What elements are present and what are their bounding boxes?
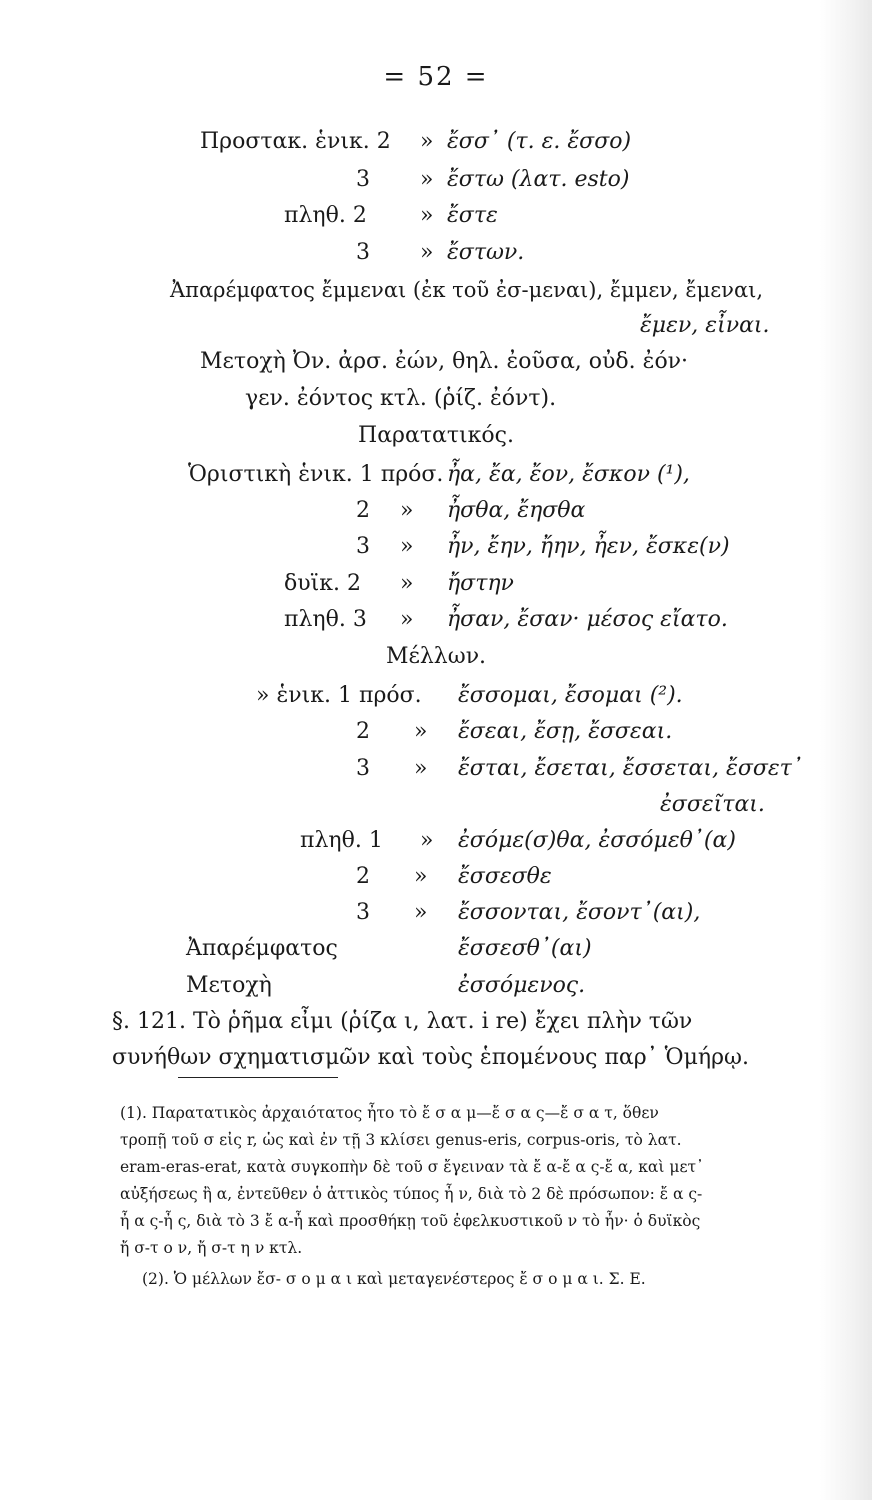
footnote-1-line-4: αὐξήσεως ἢ α, ἐντεῦθεν ὁ ἀττικὸς τύπος ἦ ν, διὰ τὸ 2 δὲ πρόσωπον: ἔ α ς- (120, 1185, 703, 1203)
imperfect-row-5-forms: ἦσαν, ἔσαν· μέσος εἴατο. (447, 607, 728, 632)
imperative-row-2-forms: ἔστω (λατ. esto) (447, 167, 630, 192)
imperative-row-3-mark: » (420, 203, 434, 228)
future-infinitive-forms: ἔσσεσθ᾽(αι) (458, 936, 592, 961)
footnote-rule (178, 1077, 338, 1078)
future-participle-forms: ἐσσόμενος. (458, 973, 586, 998)
footnote-1-line-2: τροπῇ τοῦ σ εἰς r, ὡς καὶ ἐν τῇ 3 κλίσει genus-eris, corpus-oris, τὸ λατ. (120, 1131, 682, 1149)
footnote-1-line-1: (1). Παρατατικὸς ἀρχαιότατος ἦτο τὸ ἔ σ α μ—ἔ σ α ς—ἔ σ α τ, ὅθεν (120, 1104, 659, 1122)
footnote-1-line-5: ἦ α ς-ἦ ς, διὰ τὸ 3 ἔ α-ἦ καὶ προσθήκῃ τοῦ ἐφελκυστικοῦ ν τὸ ἦν· ὁ δυϊκὸς (120, 1212, 701, 1230)
imperfect-row-3-label: 3 (356, 534, 370, 559)
imperative-row-1-label: Προστακ. ἑνικ. 2 (200, 129, 391, 154)
imperfect-row-4-mark: » (400, 571, 414, 596)
imperfect-row-5-label: πληθ. 3 (284, 607, 367, 632)
future-infinitive-label: Ἀπαρέμφατος (186, 936, 338, 961)
imperfect-row-1-forms: ἦα, ἔα, ἔον, ἔσκον (¹), (447, 462, 690, 487)
footnote-1-line-6: ἤ σ-τ ο ν, ἤ σ-τ η ν κτλ. (120, 1239, 303, 1257)
imperfect-row-2-forms: ἦσθα, ἔησθα (447, 498, 586, 523)
future-row-2-label: 2 (356, 719, 370, 744)
imperfect-row-1-label: Ὁριστικὴ ἑνικ. 1 πρόσ. (188, 462, 444, 487)
imperative-row-4-label: 3 (356, 240, 370, 265)
future-row-4-mark: » (420, 828, 434, 853)
future-row-5-label: 2 (356, 864, 370, 889)
infinitive-continuation: ἔμεν, εἶναι. (640, 313, 770, 338)
future-row-5-forms: ἔσσεσθε (458, 864, 552, 889)
future-row-3-label: 3 (356, 756, 370, 781)
future-row-6-label: 3 (356, 900, 370, 925)
page-number: = 52 = (383, 62, 489, 92)
future-row-4-forms: ἐσόμε(σ)θα, ἐσσόμεθ᾽(α) (458, 828, 736, 853)
imperfect-row-5-mark: » (400, 607, 414, 632)
imperfect-row-4-forms: ἤστην (447, 571, 514, 596)
imperative-row-2-mark: » (420, 167, 434, 192)
imperative-row-1-mark: » (420, 129, 434, 154)
future-row-3-forms: ἔσται, ἔσεται, ἔσσεται, ἔσσετ᾽ (458, 756, 803, 781)
future-row-2-forms: ἔσεαι, ἔσῃ, ἔσσεαι. (458, 719, 673, 744)
paragraph-121-line-2: συνήθων σχηματισμῶν καὶ τοὺς ἑπομένους παρ᾽ Ὁμήρῳ. (112, 1045, 749, 1070)
future-row-3-mark: » (414, 756, 428, 781)
imperative-row-3-forms: ἔστε (447, 203, 498, 228)
future-row-5-mark: » (414, 864, 428, 889)
imperfect-row-3-forms: ἦν, ἔην, ἤην, ἦεν, ἔσκε(ν) (447, 534, 730, 559)
footnote-1-line-3: eram-eras-erat, κατὰ συγκοπὴν δὲ τοῦ σ ἔγειναν τὰ ἔ α-ἔ α ς-ἔ α, καὶ μετ᾽ (120, 1158, 704, 1176)
future-heading: Μέλλων. (385, 644, 487, 669)
imperfect-heading: Παρατατικός. (358, 423, 514, 448)
imperative-row-4-forms: ἔστων. (447, 240, 525, 265)
imperative-row-2-label: 3 (356, 167, 370, 192)
future-row-1-forms: ἔσσομαι, ἔσομαι (²). (458, 683, 683, 708)
future-row-1-label: » ἑνικ. 1 πρόσ. (256, 683, 422, 708)
paragraph-121 (112, 1004, 792, 1076)
participle-continuation: γεν. ἐόντος κτλ. (ῥίζ. ἐόντ). (245, 386, 557, 411)
imperfect-row-2-mark: » (400, 498, 414, 523)
future-row-6-forms: ἔσσονται, ἔσοντ᾽(αι), (458, 900, 701, 925)
infinitive-line: Ἀπαρέμφατος ἔμμεναι (ἐκ τοῦ ἐσ-μεναι), ἔμμεν, ἔμεναι, (170, 278, 764, 302)
footnote-2: (2). Ὁ μέλλων ἔσ- σ ο μ α ι καὶ μεταγενέστερος ἔ σ ο μ α ι. Σ. Ε. (142, 1270, 646, 1288)
imperfect-row-4-label: δυϊκ. 2 (284, 571, 361, 596)
future-row-6-mark: » (414, 900, 428, 925)
future-row-3-continuation: ἐσσεῖται. (660, 792, 765, 817)
future-participle-label: Μετοχὴ (186, 973, 272, 998)
paragraph-121-line-1: §. 121. Τὸ ῥῆμα εἶμι (ῥίζα ι, λατ. i re) ἔχει πλὴν τῶν (112, 1009, 693, 1034)
imperfect-row-2-label: 2 (356, 498, 370, 523)
future-row-4-label: πληθ. 1 (300, 828, 383, 853)
imperfect-row-3-mark: » (400, 534, 414, 559)
imperative-row-4-mark: » (420, 240, 434, 265)
imperative-row-3-label: πληθ. 2 (284, 203, 367, 228)
imperative-row-1-forms: ἔσσ᾽ (τ. ε. ἔσσο) (447, 129, 632, 154)
future-row-2-mark: » (414, 719, 428, 744)
participle-line: Μετοχὴ Ὀν. ἀρσ. ἐών, θηλ. ἐοῦσα, οὐδ. ἐόν· (200, 349, 689, 374)
